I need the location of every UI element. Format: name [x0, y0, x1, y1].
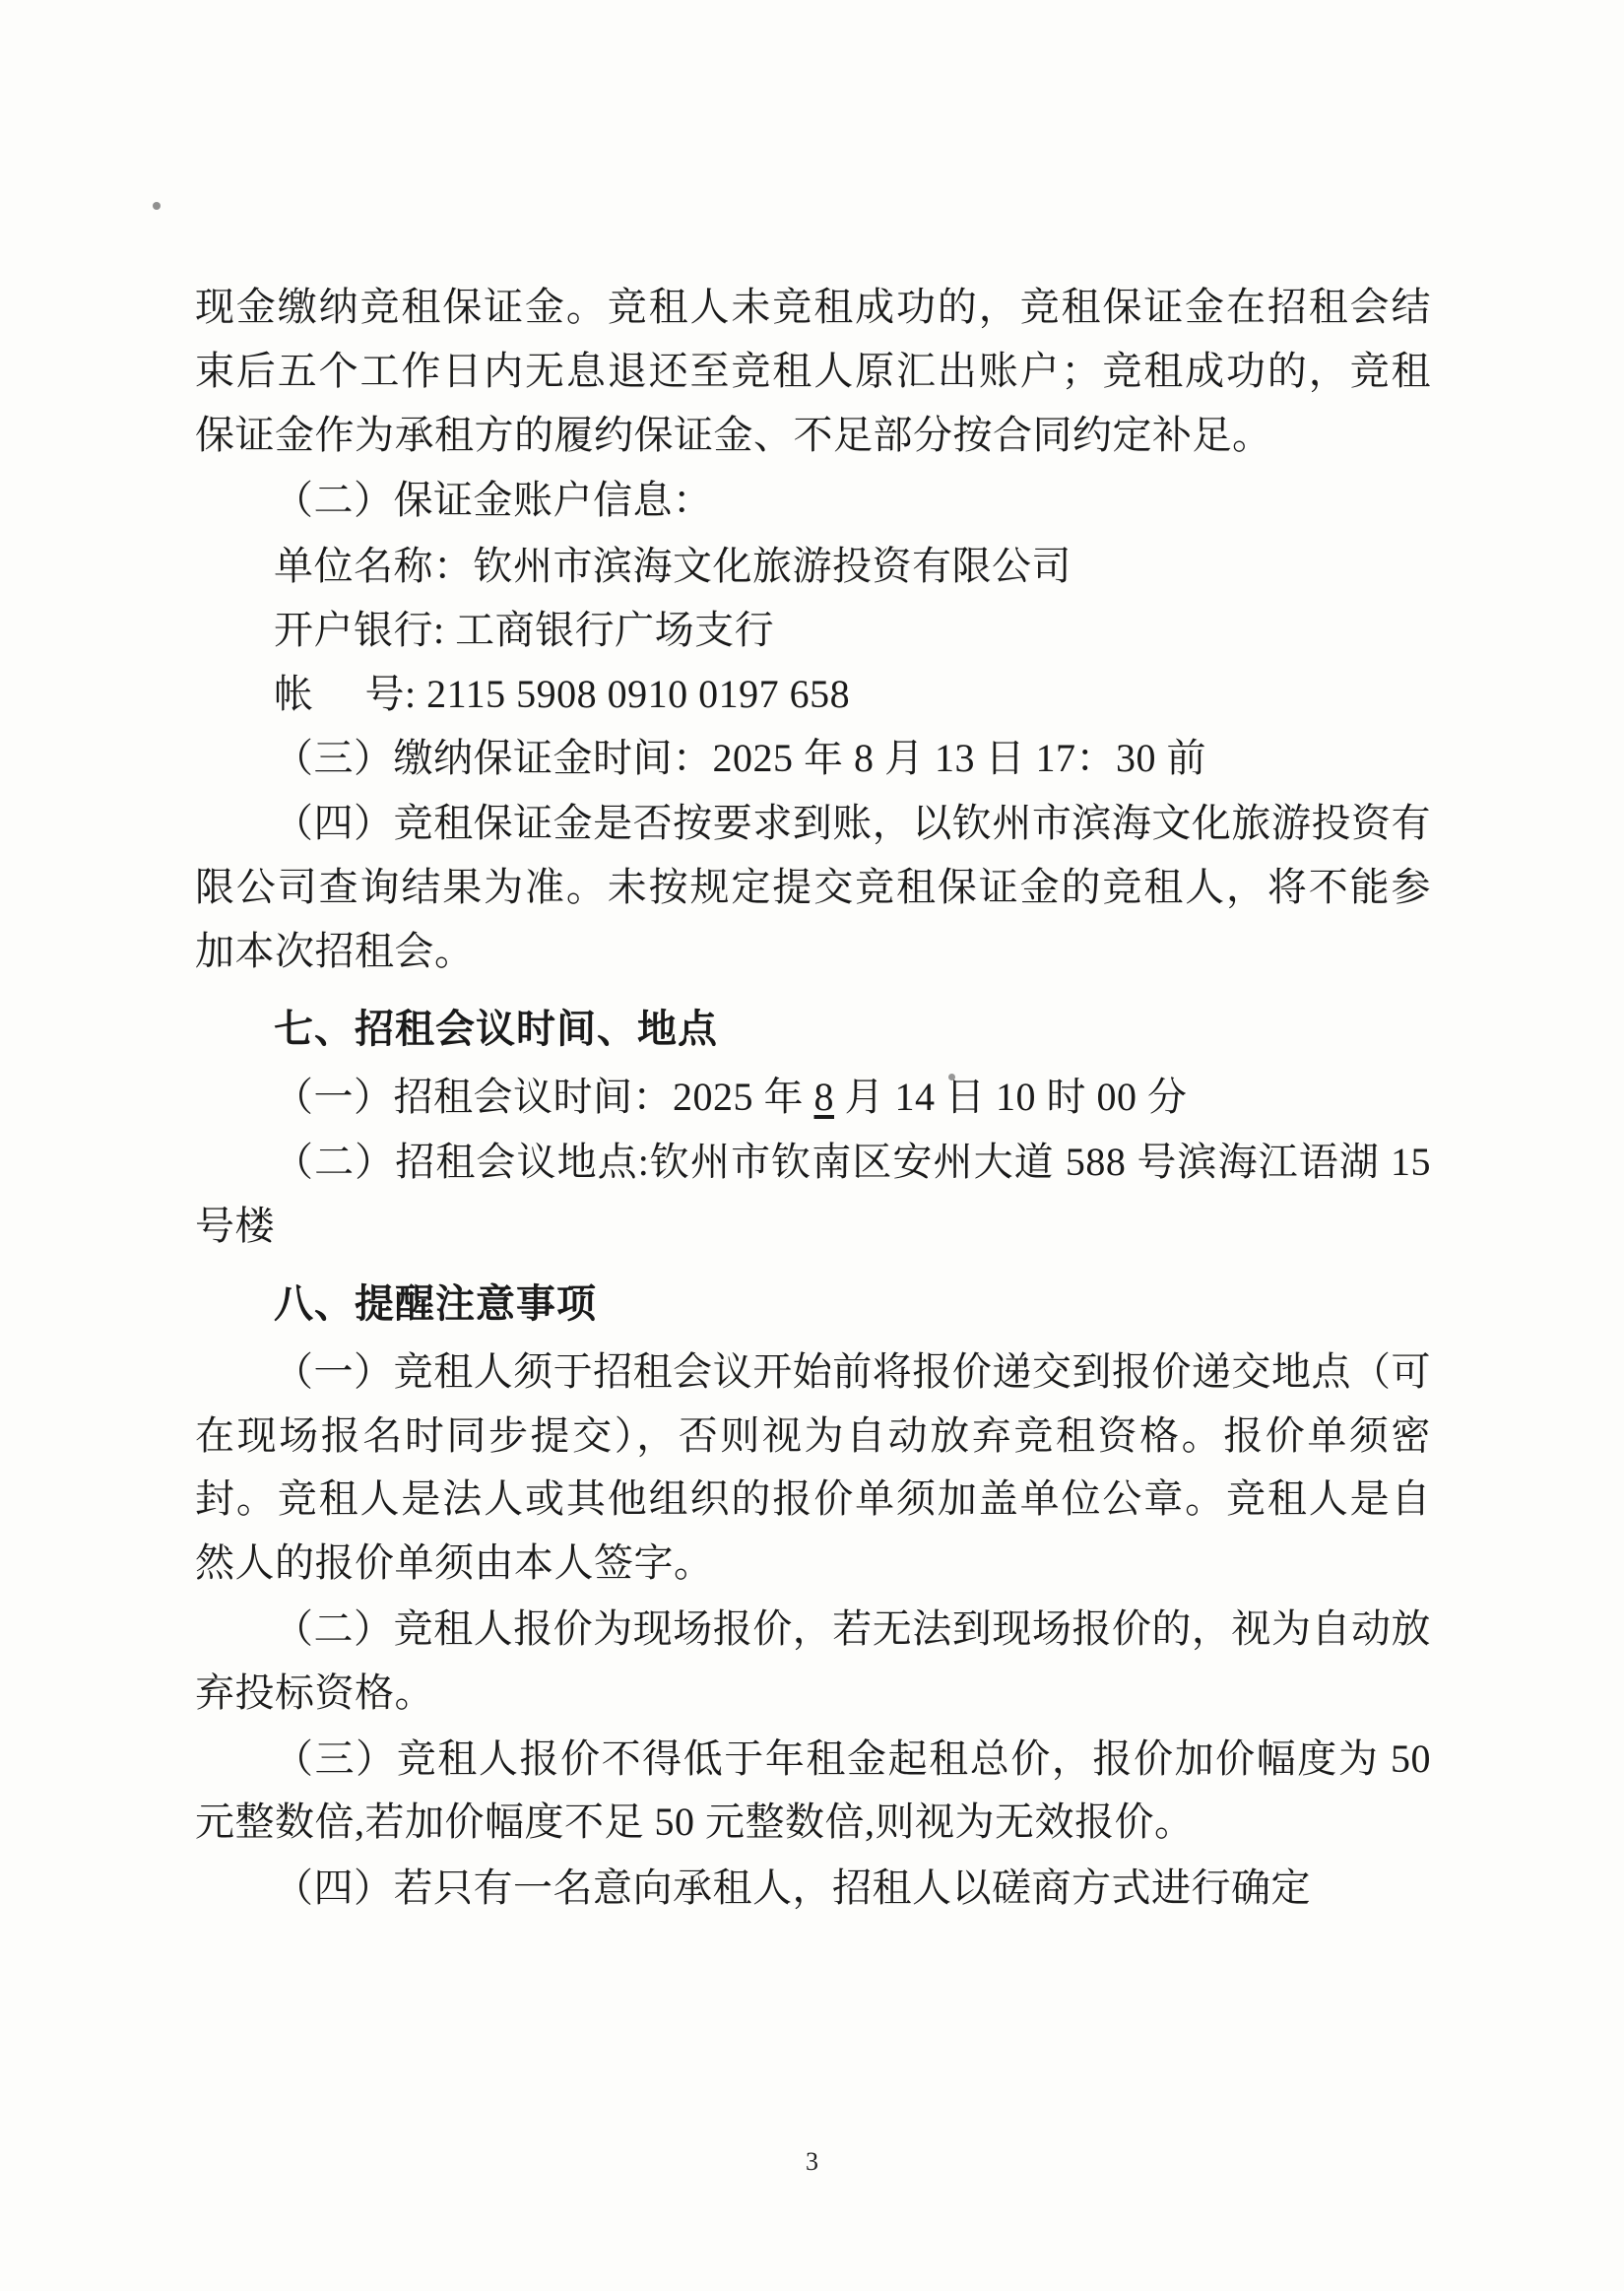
account-number-line — [195, 663, 1431, 727]
paragraph-notice-three: （三）竞租人报价不得低于年租金起租总价，报价加价幅度为 50 元整数倍,若加价幅度不足 50 元整数倍,则视为无效报价。 — [195, 1735, 1431, 1845]
paragraph-meeting-location: （二）招租会议地点:钦州市钦南区安州大道 588 号滨海江语湖 15 号楼 — [195, 1140, 1431, 1249]
paragraph-deposit-verification: （四）竞租保证金是否按要求到账，以钦州市滨海文化旅游投资有限公司查询结果为准。未按规定提交竞租保证金的竞租人，将不能参加本次招租会。 — [195, 801, 1431, 973]
account-company-value: 钦州市滨海文化旅游投资有限公司 — [473, 544, 1072, 589]
account-number-value: 2115 5908 0910 0197 658 — [426, 671, 851, 716]
account-company-label: 单位名称： — [274, 544, 474, 589]
page-number: 3 — [806, 2147, 818, 2176]
paragraph-notice-one: （一）竞租人须于招租会议开始前将报价递交到报价递交地点（可在现场报名时同步提交），否则视为自动放弃竞租资格。报价单须密封。竞租人是法人或其他组织的报价单须加盖单位公章。竞租人是自然人的报价单须由本人签字。 — [195, 1348, 1431, 1586]
account-company-line — [195, 535, 1431, 599]
meeting-time-month: 8 — [813, 1074, 834, 1119]
meeting-time-prefix: （一）招租会议时间：2025 年 — [274, 1074, 804, 1119]
account-bank-line — [195, 599, 1431, 663]
account-bank-label: 开户银行: — [274, 607, 445, 652]
paragraph-notice-two: （二）竞租人报价为现场报价，若无法到现场报价的，视为自动放弃投标资格。 — [195, 1605, 1431, 1715]
stray-ink-mark — [153, 202, 161, 210]
paragraph-deposit-refund: 现金缴纳竞租保证金。竞租人未竞租成功的，竞租保证金在招租会结束后五个工作日内无息退还至竞租人原汇出账户；竞租成功的，竞租保证金作为承租方的履约保证金、不足部分按合同约定补足。 — [195, 285, 1431, 457]
paragraph-deposit-deadline: （三）缴纳保证金时间：2025 年 8 月 13 日 17：30 前 — [274, 735, 1206, 780]
section-heading-eight: 八、提醒注意事项 — [274, 1281, 597, 1326]
account-bank-value: 工商银行广场支行 — [455, 607, 775, 652]
account-number-label: 帐 — [274, 671, 314, 716]
paragraph-meeting-time — [195, 1066, 1431, 1130]
paragraph-notice-four: （四）若只有一名意向承租人，招租人以磋商方式进行确定 — [274, 1866, 1311, 1911]
meeting-time-suffix: 月 14 日 10 时 00 分 — [844, 1074, 1188, 1119]
paragraph-account-info-heading: （二）保证金账户信息： — [274, 478, 713, 523]
account-number-label-suffix: 号: — [364, 671, 417, 716]
document-body — [195, 276, 1431, 1923]
section-heading-seven: 七、招租会议时间、地点 — [274, 1007, 718, 1051]
